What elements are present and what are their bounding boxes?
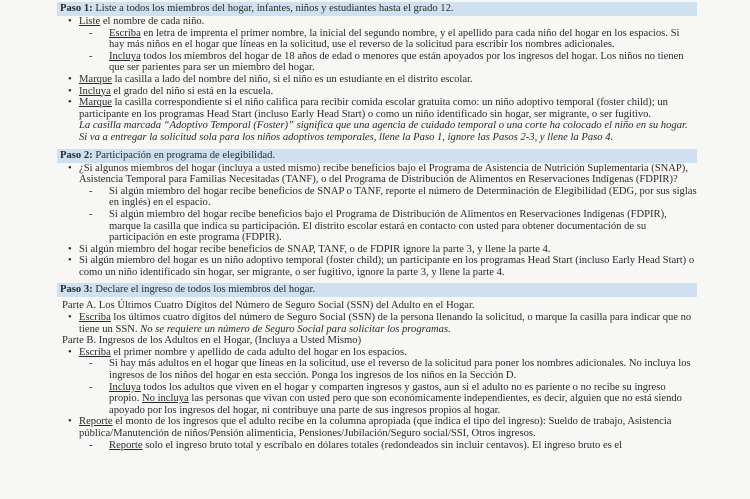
foster-note: La casilla marcada “Adoptivo Temporal (Foster)” significa que una agencia de cuidado temporal o una corte ha colocado el niño en su hogar. Si va a entregar la solicitud sola para los niños adoptivos temporales, llene la Paso 1, ignore las Pasos 2-3, y llene la Paso 4. [79,120,688,143]
step2-title: Participación en programa de elegibilidad. [95,149,276,161]
instructions-page [57,0,697,451]
list-item: - Reporte solo el ingreso bruto total y escríbalo en dólares totales (redondeados sin incluir centavos). El ingreso bruto es el [89,439,623,451]
list-item: - Escriba en letra de imprenta el primer nombre, la inicial del segundo nombre, y el apellido para cada niño del hogar en los espacios. Si hay más niños en el hogar que líneas en la solicitud, use el reverso de la solicitud para escribir los nombres adicionales. [89,27,680,51]
list-item: - Si hay más adultos en el hogar que líneas en la solicitud, use el reverso de la solicitud para poner los nombres adicionales. No incluya los ingresos de los niños del hogar en esta sección. Ponga los ingresos de los niños en la Sección D. [89,358,691,382]
list-item: • Si algún miembro del hogar recibe beneficios de SNAP, TANF, o de FDPIR ignore la parte 3, y llene la parte 4. [68,243,551,255]
list-item: • Marque la casilla a lado del nombre del niño, si el niño es un estudiante en el distrito escolar. [68,73,473,85]
part-a-heading: Parte A. Los Últimos Cuatro Dígitos del Número de Seguro Social (SSN) del Adulto en el Hogar. [62,300,475,312]
list-item: • Escriba los últimos cuatro dígitos del número de Seguro Social (SSN) de la persona llenando la solicitud, o marque la casilla para indicar que no tiene un SSN. No se requiere un número de Seguro Social para solicitar los programas. [68,312,692,335]
list-item: • Reporte el monto de los ingresos que el adulto recibe en la columna apropiada (que indica el tipo del ingreso): Sueldo de trabajo, Asistencia pública/Manutención de niños/Pensión alimenticia, Pensiones/Jubilación/Seguro social/SSI, Otros ingresos. [68,416,672,439]
list-item: • Si algún miembro del hogar es un niño adoptivo temporal (foster child); un participante en los programas Head Start (incluso Early Head Start) o como un niño identificado sin hogar, ser migrante, o ser fugitivo, ignore la parte 3, y llene la parte 4. [68,255,695,278]
step3-header [57,283,697,297]
list-item: - Si algún miembro del hogar recibe beneficios bajo el Programa de Distribución de Alimentos en Reservaciones Indígenas (FDPIR), marque la casilla que indica su participación. El distrito escolar estará en contacto con usted para obtener documentación de su participación en este programa (FDPIR). [89,208,667,244]
list-item: • Marque la casilla correspondiente si el niño califica para recibir comida escolar gratuita como: un niño adoptivo temporal (foster child); un participante en los programas Head Start (incluso Early Head Start) o como un niño identificado sin hogar, ser migrante, o ser fugitivo. [68,97,668,120]
step1-label: Paso 1: [60,3,93,14]
step1-header [57,2,697,16]
list-item: - Si algún miembro del hogar recibe beneficios de SNAP o TANF, reporte el número de Determinación de Elegibilidad (EDG, por sus siglas en inglés) en el espacio. [89,185,697,209]
list-item: • Escriba el primer nombre y apellido de cada adulto del hogar en los espacios. [68,346,407,358]
list-item: • Liste el nombre de cada niño. [68,16,205,27]
step1-title: Liste a todos los miembros del hogar, infantes, niños y estudiantes hasta el grado 12. [95,3,454,14]
list-item: • ¿Si algunos miembros del hogar (incluya a usted mismo) recibe beneficios bajo el Programa de Asistencia de Nutrición Suplementaria (SNAP), Asistencia Temporal para Familias Necesitadas (TANF), o del Programa de Distribución de Alimentos en Reservaciones Indígenas (FDPIR)? [68,162,688,186]
step3-label: Paso 3: [60,284,93,296]
list-item: - Incluya todos los adultos que viven en el hogar y comparten ingresos y gastos, aun si el adulto no es pariente o no recibe su ingreso propio. No incluya las personas que vivan con usted pero que son económicamente independientes, es decir, alguien que no está siendo apoyado por los ingresos del hogar, ni contribuye una parte de sus ingresos propios al hogar. [89,381,682,416]
step2-header [57,149,697,163]
list-item: - Incluya todos los miembros del hogar de 18 años de edad o menores que están apoyados por los ingresos del hogar. Los niños no tienen que ser parientes para ser un miembro del hogar. [89,50,684,74]
step2-label: Paso 2: [60,149,93,161]
part-b-heading: Parte B. Ingresos de los Adultos en el Hogar, (Incluya a Usted Mismo) [62,335,362,347]
list-item: • Incluya el grado del niño si está en la escuela. [68,85,274,97]
step3-title: Declare el ingreso de todos los miembros del hogar. [95,284,316,296]
